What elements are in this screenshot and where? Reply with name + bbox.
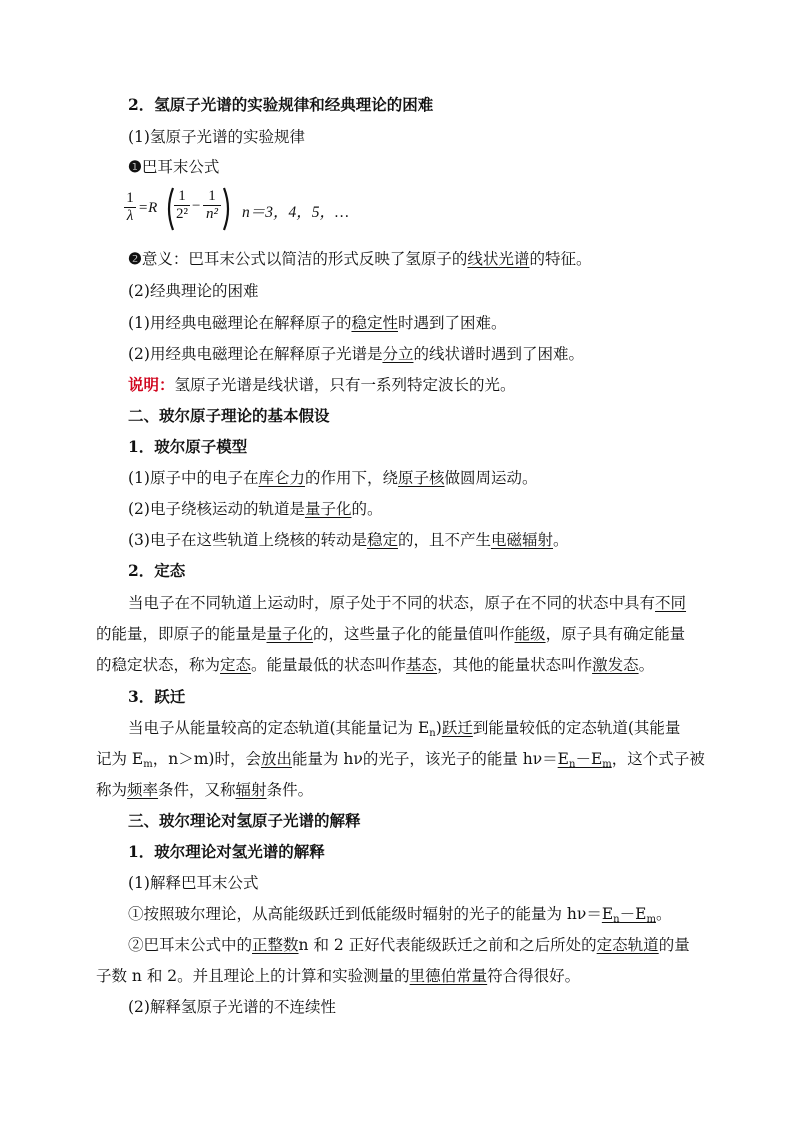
formula-lhs-numerator: 1: [126, 190, 134, 206]
meaning-text-a: 意义：巴耳末公式以简洁的形式反映了氢原子的: [141, 250, 468, 268]
underlined-term: 稳定性: [351, 314, 398, 332]
meaning-text-b: 的特征。: [529, 250, 592, 268]
heading-stationary-state: 2．定态: [128, 561, 186, 580]
text: ，原子具有确定能量: [545, 625, 686, 643]
heading-transition: 3．跃迁: [128, 687, 186, 706]
text: －E: [575, 750, 603, 768]
text: ②巴耳末公式中的: [128, 936, 253, 954]
underlined-term: 定态轨道: [596, 936, 659, 954]
text: ): [435, 719, 442, 737]
underlined-term: 里德伯常量: [409, 967, 488, 985]
text: 做圆周运动。: [444, 469, 538, 487]
text: 。: [655, 905, 672, 923]
transition-para-line-1: [128, 717, 680, 745]
text: E: [557, 750, 569, 768]
formula-equals-r: =R: [138, 200, 158, 216]
text: 的能量，即原子的能量是: [96, 625, 267, 643]
explain-item-2-line-1: [128, 934, 690, 956]
subheading-classical-difficulty: (2)经典理论的困难: [128, 282, 259, 300]
underlined-term: 放出: [260, 750, 292, 768]
underlined-term: 不同: [655, 594, 687, 612]
balmer-formula: [122, 186, 382, 234]
text: ①按照玻尔理论，从高能级跃迁到低能级时辐射的光子的能量为 hν＝: [128, 905, 602, 923]
bohr-model-item-1: [128, 467, 538, 489]
text: (1)原子中的电子在: [128, 469, 259, 487]
text: 子数 n 和 2。并且理论上的计算和实验测量的: [96, 967, 410, 985]
underlined-term: 分立: [382, 345, 414, 363]
underlined-term: 辐射: [235, 781, 267, 799]
text: 的线状谱时遇到了困难。: [413, 345, 584, 363]
underlined-term: 基态: [406, 656, 438, 674]
text: 的，这些量子化的能量值叫作: [313, 625, 515, 643]
formula-right-paren: [222, 186, 234, 232]
text: 符合得很好。: [487, 967, 581, 985]
text: 。: [638, 656, 655, 674]
formula-minus: −: [192, 198, 201, 214]
text: 的量: [658, 936, 690, 954]
formula-f2-numerator: 1: [208, 188, 216, 204]
bullet-marker-1: ❶: [128, 157, 142, 176]
balmer-formula-label: 巴耳末公式: [141, 158, 220, 176]
heading-hydrogen-explanation: 1．玻尔理论对氢光谱的解释: [128, 842, 325, 861]
formula-fraction-1: [174, 188, 190, 223]
text: 称为: [96, 781, 128, 799]
text: 。能量最低的状态叫作: [251, 656, 407, 674]
text: (2)用经典电磁理论在解释原子光谱是: [128, 345, 383, 363]
underlined-term: 量子化: [266, 625, 314, 643]
text: ，其他的能量状态叫作: [437, 656, 593, 674]
energy-diff-underline: [558, 750, 612, 768]
text: 能量为 hν的光子，该光子的能量 hν＝: [291, 750, 558, 768]
balmer-meaning: [128, 248, 591, 270]
text: 的，且不产生: [397, 531, 491, 549]
subheading-explain-discontinuity: (2)解释氢原子光谱的不连续性: [128, 998, 336, 1016]
text: ，n＞m)时，会: [152, 750, 261, 768]
section-heading-bohr-assumptions: 二、玻尔原子理论的基本假设: [128, 406, 330, 425]
underlined-term: 频率: [127, 781, 159, 799]
subscript: n: [568, 759, 576, 770]
subscript: m: [602, 759, 612, 770]
formula-f1-numerator: 1: [178, 188, 186, 204]
underlined-term: 正整数: [252, 936, 299, 954]
bullet-marker-2: ❷: [128, 249, 142, 268]
difficulty-item-2: [128, 343, 584, 365]
transition-para-line-3: [96, 779, 313, 801]
text: 当电子从能量较高的定态轨道(其能量记为 E: [128, 719, 430, 737]
underlined-term: 量子化: [304, 500, 352, 518]
subscript: m: [646, 914, 656, 925]
text: －E: [619, 905, 647, 923]
note-label: 说明：: [128, 375, 175, 394]
text: 记为 E: [96, 750, 144, 768]
underlined-term: 电磁辐射: [491, 531, 554, 549]
text: (3)电子在这些轨道上绕核的转动是: [128, 531, 367, 549]
subheading-explain-balmer: (1)解释巴耳末公式: [128, 874, 259, 892]
formula-lhs-denominator: λ: [124, 207, 136, 225]
formula-f2-denominator: n²: [203, 205, 221, 223]
text: 。: [553, 531, 569, 549]
meaning-underline: 线状光谱: [467, 250, 530, 268]
difficulty-item-1: [128, 312, 507, 334]
text: (2)电子绕核运动的轨道是: [128, 500, 305, 518]
underlined-term: 能级: [514, 625, 546, 643]
formula-fraction-2: [203, 188, 221, 223]
text: 时遇到了困难。: [397, 314, 507, 332]
text: 到能量较低的定态轨道(其能量: [472, 719, 681, 737]
note-text: 氢原子光谱是线状谱，只有一系列特定波长的光。: [174, 376, 516, 394]
text: n 和 2 正好代表能级跃迁之前和之后所处的: [298, 936, 597, 954]
text: 的作用下，绕: [304, 469, 398, 487]
subheading-experimental-rules: (1)氢原子光谱的实验规律: [128, 128, 305, 146]
balmer-formula-title: [128, 156, 219, 178]
stationary-para-line-3: [96, 654, 654, 676]
stationary-para-line-1: [128, 592, 686, 614]
heading-hydrogen-spectrum: 2．氢原子光谱的实验规律和经典理论的困难: [128, 95, 434, 114]
text: 当电子在不同轨道上运动时，原子处于不同的状态，原子在不同的状态中具有: [128, 594, 656, 612]
stationary-para-line-2: [96, 623, 685, 645]
explain-item-2-line-2: [96, 965, 580, 987]
underlined-term: 跃迁: [441, 719, 473, 737]
text: 的稳定状态，称为: [96, 656, 221, 674]
underlined-term: 定态: [220, 656, 252, 674]
underlined-term: 库仑力: [258, 469, 305, 487]
text: 条件。: [266, 781, 314, 799]
transition-para-line-2: [96, 748, 705, 776]
energy-diff-underline: [602, 905, 656, 923]
note-line: [128, 374, 516, 396]
subscript: m: [143, 759, 153, 770]
formula-condition: n＝3，4，5，…: [242, 204, 349, 221]
heading-bohr-model: 1．玻尔原子模型: [128, 437, 248, 456]
underlined-term: 激发态: [592, 656, 639, 674]
underlined-term: 原子核: [398, 469, 445, 487]
bohr-model-item-3: [128, 529, 569, 551]
explain-item-1: [128, 903, 671, 931]
section-heading-bohr-explanation: 三、玻尔理论对氢原子光谱的解释: [128, 811, 361, 830]
subscript: n: [613, 914, 620, 925]
underlined-term: 稳定: [366, 531, 398, 549]
text: 条件，又称: [158, 781, 236, 799]
formula-f1-denominator: 2²: [176, 206, 188, 222]
bohr-model-item-2: [128, 498, 383, 520]
subscript: n: [429, 728, 436, 739]
formula-lhs-fraction: [124, 190, 136, 225]
text: E: [601, 905, 614, 923]
text: 的。: [351, 500, 383, 518]
text: (1)用经典电磁理论在解释原子的: [128, 314, 352, 332]
text: ，这个式子被: [611, 750, 705, 768]
